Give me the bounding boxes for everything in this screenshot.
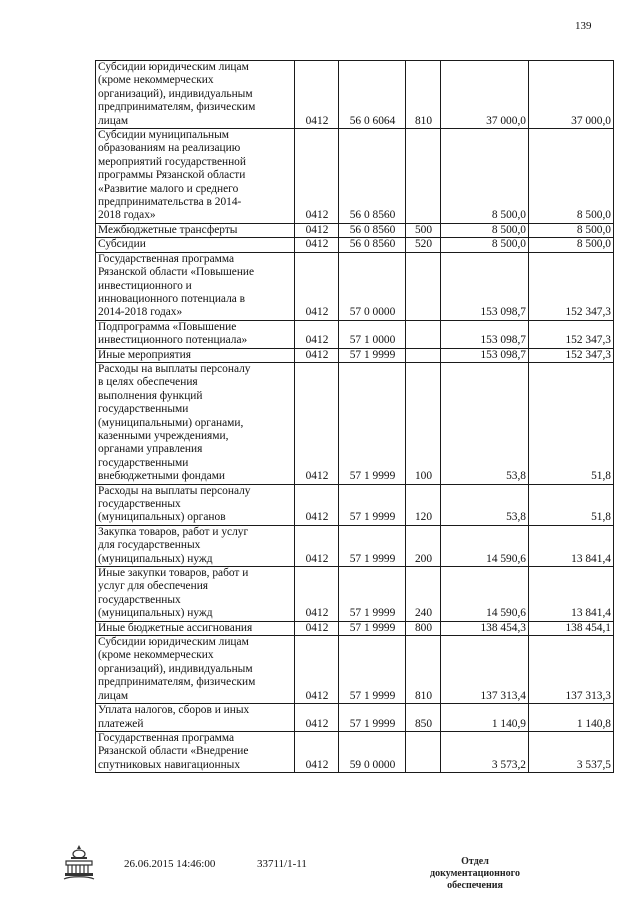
footer-datetime: 26.06.2015 14:46:00 [124,858,216,870]
row-sum-year2-cell: 8 500,0 [529,238,614,252]
row-name-cell: Государственная программа Рязанской области «Внедрение спутниковых навигационных [96,731,295,772]
row-sum-year2-cell: 1 140,8 [529,704,614,732]
row-sum-year2-cell: 37 000,0 [529,61,614,129]
row-name-cell: Закупка товаров, работ и услуг для государственных (муниципальных) нужд [96,525,295,566]
row-expense-type-cell: 500 [406,223,441,237]
row-expense-type-cell: 200 [406,525,441,566]
table-row [96,704,614,732]
row-section-cell: 0412 [295,129,339,224]
row-expense-type-cell [406,252,441,320]
row-expense-type-cell: 100 [406,362,441,484]
row-section-cell: 0412 [295,348,339,362]
row-sum-year1-cell: 37 000,0 [441,61,529,129]
footer-document-code: 33711/1-11 [257,858,307,870]
row-sum-year1-cell: 14 590,6 [441,567,529,622]
row-section-cell: 0412 [295,223,339,237]
row-sum-year1-cell: 14 590,6 [441,525,529,566]
table-row [96,238,614,252]
table-row [96,61,614,129]
row-name-cell: Субсидии юридическим лицам (кроме некоммерческих организаций), индивидуальным предпринимателям, физическим лицам [96,61,295,129]
row-sum-year1-cell: 138 454,3 [441,621,529,635]
row-sum-year2-cell: 51,8 [529,484,614,525]
row-expense-type-cell: 240 [406,567,441,622]
row-sum-year1-cell: 137 313,4 [441,636,529,704]
row-name-cell: Иные мероприятия [96,348,295,362]
row-name-cell: Субсидии [96,238,295,252]
row-name-cell: Подпрограмма «Повышение инвестиционного потенциала» [96,320,295,348]
row-target-article-cell: 57 1 9999 [339,525,406,566]
row-section-cell: 0412 [295,567,339,622]
row-expense-type-cell: 120 [406,484,441,525]
row-target-article-cell: 57 1 9999 [339,621,406,635]
row-target-article-cell: 57 1 9999 [339,704,406,732]
row-target-article-cell: 56 0 8560 [339,238,406,252]
row-sum-year2-cell: 152 347,3 [529,320,614,348]
row-name-cell: Межбюджетные трансферты [96,223,295,237]
row-target-article-cell: 57 1 9999 [339,567,406,622]
row-target-article-cell: 57 1 9999 [339,636,406,704]
row-sum-year1-cell: 153 098,7 [441,252,529,320]
row-sum-year2-cell: 3 537,5 [529,731,614,772]
row-target-article-cell: 57 1 9999 [339,348,406,362]
row-section-cell: 0412 [295,525,339,566]
row-name-cell: Иные закупки товаров, работ и услуг для обеспечения государственных (муниципальных) нужд [96,567,295,622]
row-sum-year1-cell: 1 140,9 [441,704,529,732]
row-sum-year2-cell: 152 347,3 [529,252,614,320]
row-name-cell: Государственная программа Рязанской области «Повышение инвестиционного и инновационного потенциала в 2014-2018 годах» [96,252,295,320]
table-row [96,484,614,525]
row-sum-year2-cell: 138 454,1 [529,621,614,635]
row-sum-year2-cell: 13 841,4 [529,525,614,566]
table-row [96,731,614,772]
table-row [96,621,614,635]
row-section-cell: 0412 [295,621,339,635]
row-sum-year1-cell: 8 500,0 [441,223,529,237]
row-sum-year1-cell: 8 500,0 [441,129,529,224]
row-expense-type-cell [406,348,441,362]
table-row [96,525,614,566]
row-expense-type-cell [406,320,441,348]
table-row [96,223,614,237]
row-name-cell: Уплата налогов, сборов и иных платежей [96,704,295,732]
row-section-cell: 0412 [295,61,339,129]
row-sum-year1-cell: 53,8 [441,484,529,525]
budget-table [95,60,614,773]
row-section-cell: 0412 [295,484,339,525]
row-target-article-cell: 57 1 0000 [339,320,406,348]
row-sum-year1-cell: 153 098,7 [441,320,529,348]
row-sum-year1-cell: 153 098,7 [441,348,529,362]
table-row [96,636,614,704]
row-target-article-cell: 57 1 9999 [339,484,406,525]
table-row [96,567,614,622]
table-row [96,129,614,224]
footer-department-stamp: Отдел документационного обеспечения [430,856,520,891]
row-name-cell: Расходы на выплаты персоналу в целях обеспечения выполнения функций государственными (муниципальными) органами, казенными учреждениями, органами управления государственными внебюджетными фондами [96,362,295,484]
page-number: 139 [575,20,592,32]
row-expense-type-cell: 850 [406,704,441,732]
row-target-article-cell: 57 1 9999 [339,362,406,484]
row-target-article-cell: 56 0 8560 [339,223,406,237]
row-expense-type-cell: 520 [406,238,441,252]
row-section-cell: 0412 [295,362,339,484]
row-target-article-cell: 56 0 6064 [339,61,406,129]
table-row [96,362,614,484]
row-name-cell: Расходы на выплаты персоналу государственных (муниципальных) органов [96,484,295,525]
row-name-cell: Субсидии муниципальным образованиям на реализацию мероприятий государственной программы Рязанской области «Развитие малого и среднего предпринимательства в 2014- 2018 годах» [96,129,295,224]
row-section-cell: 0412 [295,704,339,732]
row-expense-type-cell [406,129,441,224]
row-sum-year2-cell: 137 313,3 [529,636,614,704]
row-section-cell: 0412 [295,636,339,704]
row-sum-year1-cell: 53,8 [441,362,529,484]
table-row [96,252,614,320]
row-sum-year2-cell: 8 500,0 [529,223,614,237]
row-sum-year2-cell: 8 500,0 [529,129,614,224]
row-target-article-cell: 57 0 0000 [339,252,406,320]
table-row [96,348,614,362]
row-sum-year1-cell: 8 500,0 [441,238,529,252]
row-sum-year1-cell: 3 573,2 [441,731,529,772]
row-sum-year2-cell: 13 841,4 [529,567,614,622]
row-target-article-cell: 59 0 0000 [339,731,406,772]
row-section-cell: 0412 [295,320,339,348]
row-expense-type-cell: 800 [406,621,441,635]
row-sum-year2-cell: 51,8 [529,362,614,484]
row-section-cell: 0412 [295,252,339,320]
row-expense-type-cell [406,731,441,772]
row-sum-year2-cell: 152 347,3 [529,348,614,362]
row-section-cell: 0412 [295,731,339,772]
row-name-cell: Иные бюджетные ассигнования [96,621,295,635]
row-section-cell: 0412 [295,238,339,252]
row-target-article-cell: 56 0 8560 [339,129,406,224]
duma-logo-icon [62,843,96,883]
table-row [96,320,614,348]
row-expense-type-cell: 810 [406,61,441,129]
row-name-cell: Субсидии юридическим лицам (кроме некоммерческих организаций), индивидуальным предпринимателям, физическим лицам [96,636,295,704]
row-expense-type-cell: 810 [406,636,441,704]
